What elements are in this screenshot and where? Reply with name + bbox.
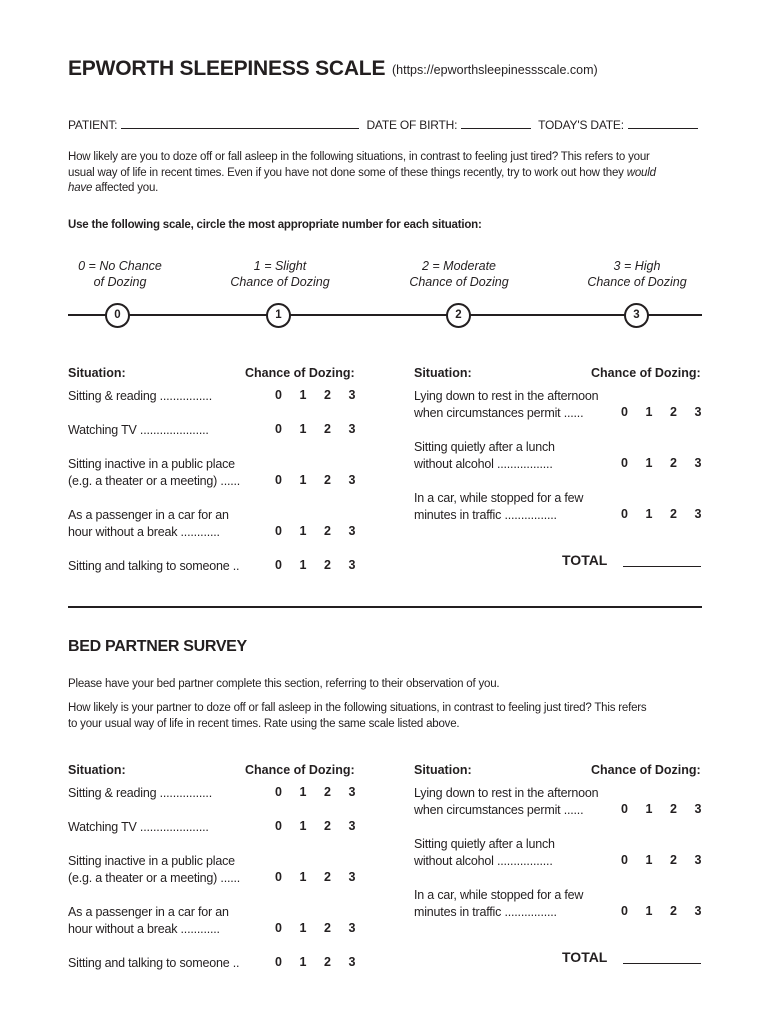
partner-right-item-1-choice-3[interactable]: 3 [694,853,702,867]
patient-right-item-1-choices [621,456,719,470]
partner-left-item-1-choice-3[interactable]: 3 [348,819,356,833]
partner-left-item-1-choice-1[interactable]: 1 [299,819,307,833]
partner-left-item-2-line2: (e.g. a theater or a meeting) ...... [68,871,241,885]
patient-right-item-1-line1: Sitting quietly after a lunch [414,440,555,454]
partner-left-item-4-line2: Sitting and talking to someone .. [68,956,240,970]
patient-right-item-2-choices [621,507,719,521]
scale-circle-1: 1 [266,303,291,328]
bed-partner-title: BED PARTNER SURVEY [68,638,247,655]
patient-right-chance-header: Chance of Dozing: [591,366,701,380]
partner-right-item-0-choices [621,802,719,816]
partner-left-item-0-line2: Sitting & reading ................ [68,786,212,800]
scale-line [68,314,702,316]
patient-right-item-2-choice-1[interactable]: 1 [645,507,653,521]
todays-date-field[interactable] [628,118,698,129]
patient-left-item-3-choice-2[interactable]: 2 [324,524,331,538]
patient-name-field[interactable] [121,118,359,129]
patient-left-item-2-choice-3[interactable]: 3 [348,473,356,487]
patient-right-item-2-choice-2[interactable]: 2 [670,507,677,521]
partner-total-label: TOTAL [562,949,608,965]
patient-left-item-3-choice-3[interactable]: 3 [348,524,356,538]
patient-left-item-4-choice-1[interactable]: 1 [299,558,307,572]
partner-right-item-1-line2: without alcohol ................. [414,854,553,868]
partner-left-item-3-choice-2[interactable]: 2 [324,921,331,935]
patient-left-item-1-choices [275,422,373,436]
patient-left-item-0-choice-2[interactable]: 2 [324,388,331,402]
partner-right-item-2-line1: In a car, while stopped for a few [414,888,584,902]
dob-label: DATE OF BIRTH: [366,118,458,132]
patient-left-item-1-choice-2[interactable]: 2 [324,422,331,436]
patient-left-item-2-line2: (e.g. a theater or a meeting) ...... [68,474,241,488]
intro-paragraph: How likely are you to doze off or fall asleep in the following situations, in contrast to feeling just tired? This refers to your usual way of life in recent times. Even if you have not done some of these things recently, try to work out how they would have affected you. [68,151,656,194]
patient-right-item-1-choice-2[interactable]: 2 [670,456,677,470]
partner-right-item-1-line1: Sitting quietly after a lunch [414,837,555,851]
partner-right-item-0-choice-3[interactable]: 3 [694,802,702,816]
partner-right-item-0-choice-1[interactable]: 1 [645,802,653,816]
partner-left-chance-header: Chance of Dozing: [245,763,355,777]
partner-total-field[interactable] [623,962,701,964]
bed-partner-paragraph: How likely is your partner to doze off or fall asleep in the following situations, in contrast to feeling just tired? This refers to your usual way of life in recent times. Rate using the same scale listed above. [68,702,647,730]
dob-field[interactable] [461,118,531,129]
patient-left-item-3-choice-0[interactable]: 0 [275,524,282,538]
patient-left-item-3-line2: hour without a break ............ [68,525,220,539]
partner-right-item-0-line2: when circumstances permit ...... [414,803,584,817]
patient-left-item-2-choice-2[interactable]: 2 [324,473,331,487]
partner-left-item-1-choice-2[interactable]: 2 [324,819,331,833]
patient-info-row [68,118,698,132]
patient-right-item-2-line1: In a car, while stopped for a few [414,491,584,505]
scale-label-3: 3 = High Chance of Dozing [587,259,687,289]
partner-right-item-1-choice-0[interactable]: 0 [621,853,628,867]
partner-left-situation-header: Situation: [68,763,126,777]
partner-left-item-4-choice-0[interactable]: 0 [275,955,282,969]
bed-partner-instruction: Please have your bed partner complete this section, referring to their observation of you. [68,678,500,690]
partner-left-item-3-choices [275,921,373,935]
patient-left-item-2-choices [275,473,373,487]
patient-right-item-0-choice-3[interactable]: 3 [694,405,702,419]
scale-circle-0: 0 [105,303,130,328]
patient-right-item-0-line2: when circumstances permit ...... [414,406,584,420]
section-divider [68,606,702,608]
patient-right-situation-header: Situation: [414,366,472,380]
patient-right-item-2-choice-0[interactable]: 0 [621,507,628,521]
partner-left-item-4-choice-3[interactable]: 3 [348,955,356,969]
partner-left-item-3-choice-0[interactable]: 0 [275,921,282,935]
partner-left-item-0-choice-2[interactable]: 2 [324,785,331,799]
patient-right-item-0-choice-0[interactable]: 0 [621,405,628,419]
partner-left-item-2-line1: Sitting inactive in a public place [68,854,235,868]
patient-left-item-1-choice-0[interactable]: 0 [275,422,282,436]
partner-left-item-0-choice-3[interactable]: 3 [348,785,356,799]
patient-right-item-1-line2: without alcohol ................. [414,457,553,471]
partner-right-item-2-line2: minutes in traffic ................ [414,905,557,919]
patient-left-item-2-choice-0[interactable]: 0 [275,473,282,487]
todays-date-label: TODAY'S DATE: [538,118,624,132]
partner-right-item-2-choice-3[interactable]: 3 [694,904,702,918]
scale-label-2: 2 = Moderate Chance of Dozing [409,259,509,289]
patient-left-item-4-choice-0[interactable]: 0 [275,558,282,572]
patient-left-item-3-choice-1[interactable]: 1 [299,524,307,538]
patient-left-item-3-choices [275,524,373,538]
patient-left-item-2-choice-1[interactable]: 1 [299,473,307,487]
patient-left-chance-header: Chance of Dozing: [245,366,355,380]
patient-label: PATIENT: [68,118,118,132]
partner-left-item-4-choices [275,955,373,969]
patient-left-item-1-choice-3[interactable]: 3 [348,422,356,436]
scale-instruction: Use the following scale, circle the most appropriate number for each situation: [68,219,482,231]
patient-right-item-0-choices [621,405,719,419]
partner-left-item-4-choice-1[interactable]: 1 [299,955,307,969]
patient-left-item-0-choices [275,388,373,402]
partner-left-item-1-choices [275,819,373,833]
partner-left-item-2-choices [275,870,373,884]
patient-left-item-1-choice-1[interactable]: 1 [299,422,307,436]
partner-right-item-1-choice-2[interactable]: 2 [670,853,677,867]
scale-circle-2: 2 [446,303,471,328]
partner-right-item-2-choice-1[interactable]: 1 [645,904,653,918]
partner-left-item-0-choices [275,785,373,799]
partner-right-item-0-choice-2[interactable]: 2 [670,802,677,816]
patient-left-item-0-choice-1[interactable]: 1 [299,388,307,402]
partner-right-item-2-choice-0[interactable]: 0 [621,904,628,918]
partner-left-item-0-choice-1[interactable]: 1 [299,785,307,799]
patient-right-item-0-line1: Lying down to rest in the afternoon [414,389,599,403]
partner-left-item-2-choice-3[interactable]: 3 [348,870,356,884]
partner-right-item-1-choices [621,853,719,867]
partner-left-item-4-choice-2[interactable]: 2 [324,955,331,969]
patient-right-item-0-choice-2[interactable]: 2 [670,405,677,419]
patient-right-item-2-choice-3[interactable]: 3 [694,507,702,521]
patient-left-item-2-line1: Sitting inactive in a public place [68,457,235,471]
patient-total-label: TOTAL [562,552,608,568]
partner-left-item-3-line2: hour without a break ............ [68,922,220,936]
patient-left-item-1-line2: Watching TV ..................... [68,423,209,437]
patient-left-item-4-line2: Sitting and talking to someone .. [68,559,240,573]
partner-right-item-2-choices [621,904,719,918]
page-title: EPWORTH SLEEPINESS SCALE [68,57,386,80]
patient-left-item-4-choice-2[interactable]: 2 [324,558,331,572]
partner-left-item-0-choice-0[interactable]: 0 [275,785,282,799]
partner-right-item-2-choice-2[interactable]: 2 [670,904,677,918]
patient-left-item-0-line2: Sitting & reading ................ [68,389,212,403]
scale-label-1: 1 = Slight Chance of Dozing [230,259,330,289]
patient-left-item-3-line1: As a passenger in a car for an [68,508,229,522]
patient-left-item-0-choice-3[interactable]: 3 [348,388,356,402]
patient-left-item-4-choices [275,558,373,572]
patient-right-item-1-choice-3[interactable]: 3 [694,456,702,470]
patient-right-item-2-line2: minutes in traffic ................ [414,508,557,522]
partner-left-item-3-choice-3[interactable]: 3 [348,921,356,935]
patient-total-field[interactable] [623,565,701,567]
partner-right-chance-header: Chance of Dozing: [591,763,701,777]
patient-left-item-4-choice-3[interactable]: 3 [348,558,356,572]
patient-left-situation-header: Situation: [68,366,126,380]
patient-right-item-0-choice-1[interactable]: 1 [645,405,653,419]
partner-left-item-1-line2: Watching TV ..................... [68,820,209,834]
scale-label-0: 0 = No Chance of Dozing [78,259,162,289]
partner-right-item-1-choice-1[interactable]: 1 [645,853,653,867]
website-url: (https://epworthsleepinessscale.com) [392,63,598,77]
partner-left-item-3-line1: As a passenger in a car for an [68,905,229,919]
patient-right-item-1-choice-1[interactable]: 1 [645,456,653,470]
scale-circle-3: 3 [624,303,649,328]
partner-right-situation-header: Situation: [414,763,472,777]
partner-left-item-2-choice-1[interactable]: 1 [299,870,307,884]
partner-left-item-2-choice-0[interactable]: 0 [275,870,282,884]
partner-left-item-2-choice-2[interactable]: 2 [324,870,331,884]
patient-right-item-1-choice-0[interactable]: 0 [621,456,628,470]
partner-left-item-1-choice-0[interactable]: 0 [275,819,282,833]
patient-left-item-0-choice-0[interactable]: 0 [275,388,282,402]
partner-right-item-0-line1: Lying down to rest in the afternoon [414,786,599,800]
partner-right-item-0-choice-0[interactable]: 0 [621,802,628,816]
partner-left-item-3-choice-1[interactable]: 1 [299,921,307,935]
